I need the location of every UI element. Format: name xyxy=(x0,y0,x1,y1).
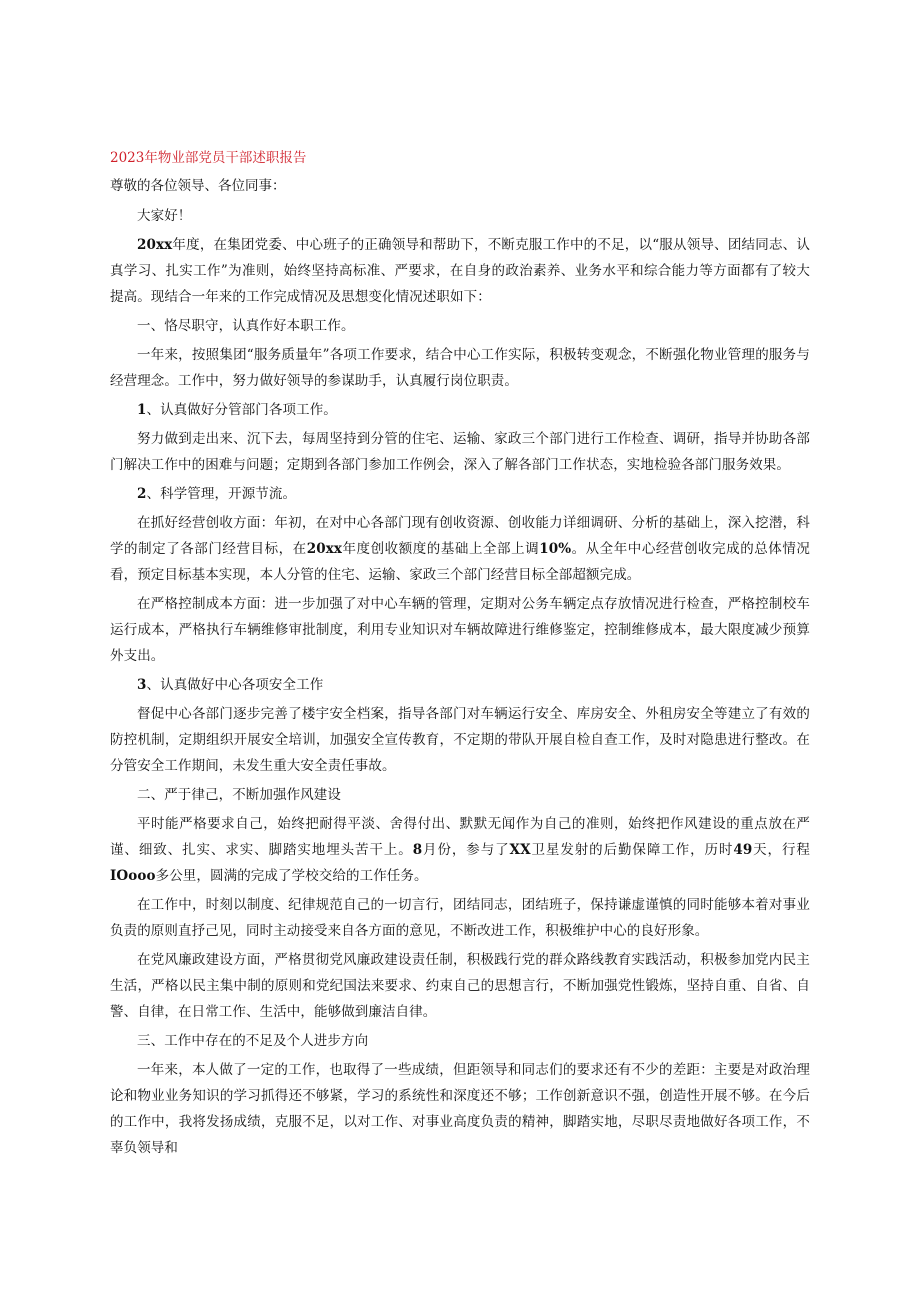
paragraph-4: 在严格控制成本方面：进一步加强了对中心车辆的管理，定期对公务车辆定点存放情况进行检查，严格控制校车运行成本，严格执行车辆维修审批制度，利用专业知识对车辆故障进行维修鉴定，控制维修成本，最大限度减少预算外支出。 xyxy=(110,596,810,664)
paragraph-8: 在党风廉政建设方面，严格贯彻党风廉政建设责任制，积极践行党的群众路线教育实践活动，积极参加党内民主生活，严格以民主集中制的原则和党纪国法来要求、约束自己的思想言行，不断加强党性锻炼，坚持自重、自省、自警、自律，在日常工作、生活中，能够做到廉洁自律。 xyxy=(110,952,810,1020)
satellite-text: XX xyxy=(509,842,531,858)
text-run: 。从全年中心经营创收完成的总体情况看，预定目标基本实现，本人分管的住宅、运输、家政三个部门经营目标全部超额完成。 xyxy=(110,541,810,583)
paragraph-6 xyxy=(110,811,810,889)
document-title: 2023年物业部党员干部述职报告 xyxy=(110,150,307,166)
paragraph-9: 一年来，本人做了一定的工作，也取得了一些成绩，但距领导和同志们的要求还有不少的差距：主要是对政治理论和物业业务知识的学习抓得还不够紧，学习的系统性和深度还不够；工作创新意识不强，创造性开展不够。在今后的工作中，我将发扬成绩，克服不足，以对工作、对事业高度负责的精神，脚踏实地，尽职尽责地做好各项工作，不辜负领导和 xyxy=(110,1062,810,1156)
paragraph-5: 督促中心各部门逐步完善了楼宇安全档案，指导各部门对车辆运行安全、库房安全、外租房安全等建立了有效的防控机制，定期组织开展安全培训，加强安全宣传教育，不定期的带队开展自检自查工作，及时对隐患进行整改。在分管安全工作期间，未发生重大安全责任事故。 xyxy=(110,706,810,774)
percent-text: 10% xyxy=(539,541,572,557)
paragraph-3 xyxy=(110,510,810,588)
month-text: 8 xyxy=(412,842,423,858)
subheading-number: 2 xyxy=(137,486,147,502)
greeting: 大家好！ xyxy=(137,208,192,224)
year-text: 20xx xyxy=(137,237,173,253)
year-text: 20xx xyxy=(306,541,343,557)
subheading-text: 、科学管理，开源节流。 xyxy=(146,486,297,502)
paragraph-1: 一年来，按照集团“服务质量年”各项工作要求，结合中心工作实际，积极转变观念，不断强化物业管理的服务与经营理念。工作中，努力做好领导的参谋助手，认真履行岗位职责。 xyxy=(110,347,810,389)
subheading-1 xyxy=(110,397,810,423)
text-run: 卫星发射的后勤保障工作，历时 xyxy=(530,842,734,858)
text-run: 天，行程 xyxy=(752,842,810,858)
days-text: 49 xyxy=(733,842,753,858)
subheading-2 xyxy=(110,481,810,507)
paragraph-7: 在工作中，时刻以制度、纪律规范自己的一切言行，团结同志，团结班子，保持谦虚谨慎的同时能够本着对事业负责的原则直抒己见，同时主动接受来自各方面的意见，不断改进工作，积极维护中心的良好形象。 xyxy=(110,897,810,939)
paragraph-2: 努力做到走出来、沉下去，每周坚持到分管的住宅、运输、家政三个部门进行工作检查、调研，指导并协助各部门解决工作中的困难与问题；定期到各部门参加工作例会，深入了解各部门工作状态，实地检验各部门服务效果。 xyxy=(110,431,810,473)
text-run: 平时能严格要求自己，始终把耐得平淡、舍得付出、默默无闻作为自己的准则，始终把作风建设的重点放在严谨、细致、扎实、求实、脚踏实地埋头苦干上。 xyxy=(110,816,810,858)
section-heading-1: 一、恪尽职守，认真作好本职工作。 xyxy=(137,318,355,334)
section-heading-3: 三、工作中存在的不足及个人进步方向 xyxy=(137,1033,369,1049)
intro-text: 年度，在集团党委、中心班子的正确领导和帮助下，不断克服工作中的不足，以“服从领导、团结同志、认真学习、扎实工作”为准则，始终坚持高标准、严要求，在自身的政治素养、业务水平和综合能力等方面都有了较大提高。现结合一年来的工作完成情况及思想变化情况述职如下： xyxy=(110,237,810,305)
subheading-number: 1 xyxy=(137,402,147,418)
subheading-text: 、认真做好分管部门各项工作。 xyxy=(146,402,337,418)
subheading-number: 3 xyxy=(137,677,147,693)
section-heading-2: 二、严于律己，不断加强作风建设 xyxy=(137,787,341,803)
subheading-3 xyxy=(110,672,810,698)
paragraph-intro xyxy=(110,232,810,310)
subheading-text: 、认真做好中心各项安全工作 xyxy=(146,677,324,693)
text-run: 年度创收额度的基础上全部上调 xyxy=(342,541,540,557)
text-run: 多公里，圆满的完成了学校交给的工作任务。 xyxy=(155,868,428,884)
text-run: 月份，参与了 xyxy=(422,842,510,858)
distance-text: IOooo xyxy=(110,868,156,884)
salutation: 尊敬的各位领导、各位同事： xyxy=(110,178,286,194)
text-run: 在抓好经营创收方面：年初，在对中心各部门现有创收资源、创收能力详细调研、分析的基础上，深入挖潜，科学的制定了各部门经营目标，在 xyxy=(110,515,810,557)
